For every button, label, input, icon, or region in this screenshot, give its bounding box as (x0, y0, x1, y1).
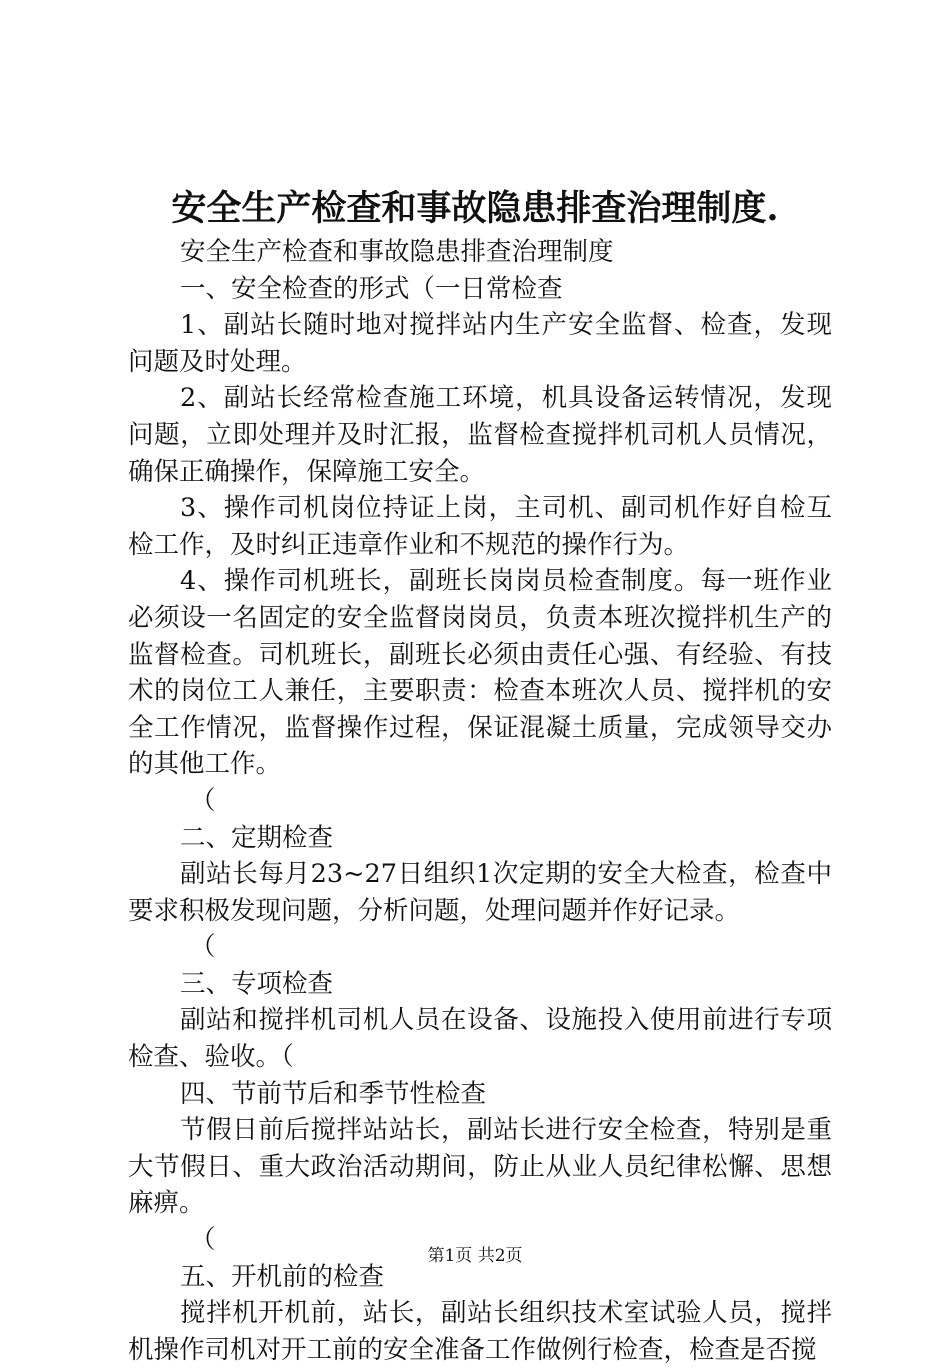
section-heading-3: 三、专项检查 (180, 968, 334, 999)
paragraph-heading: 安全生产检查和事故隐患排查治理制度 (180, 237, 614, 267)
document-body (128, 234, 832, 1368)
paragraph-1: 1、副站长随时地对搅拌站内生产安全监督、检查，发现问题及时处理。 (128, 310, 832, 377)
section-heading-1: 一、安全检查的形式（一日常检查 (180, 273, 563, 304)
section-heading-4: 四、节前节后和季节性检查 (180, 1078, 487, 1109)
bracket-line: （ (190, 1225, 216, 1256)
paragraph-6: 副站和搅拌机司机人员在设备、设施投入使用前进行专项检查、验收。（ (128, 1005, 832, 1073)
paragraph-7: 节假日前后搅拌站站长，副站长进行安全检查，特别是重大节假日、重大政治活动期间，防止从业人员纪律松懈、思想麻痹。 (128, 1115, 832, 1219)
section-heading-2: 二、定期检查 (180, 822, 334, 853)
paragraph-4: 4、操作司机班长，副班长岗岗员检查制度。每一班作业必须设一名固定的安全监督岗岗员，负责本班次搅拌机生产的监督检查。司机班长，副班长必须由责任心强、有经验、有技术的岗位工人兼任，主要职责：检查本班次人员、搅拌机的安全工作情况，监督操作过程，保证混凝土质量，完成领导交办的其他工作。 (128, 566, 832, 780)
document-title: 安全生产检查和事故隐患排查治理制度. (171, 188, 779, 229)
bracket-line: （ (190, 785, 216, 816)
section-heading-5: 五、开机前的检查 (180, 1261, 385, 1292)
paragraph-3: 3、操作司机岗位持证上岗，主司机、副司机作好自检互检工作，及时纠正违章作业和不规范的操作行为。 (128, 493, 832, 560)
paragraph-2: 2、副站长经常检查施工环境，机具设备运转情况，发现问题，立即处理并及时汇报，监督检查搅拌机司机人员情况，确保正确操作，保障施工安全。 (128, 383, 832, 487)
paragraph-8: 搅拌机开机前，站长，副站长组织技术室试验人员，搅拌机操作司机对开工前的安全准备工作做例行检查，检查是否搅 (128, 1298, 832, 1365)
paragraph-5: 副站长每月23~27日组织1次定期的安全大检查，检查中要求积极发现问题，分析问题，处理问题并作好记录。 (128, 859, 832, 926)
bracket-line: （ (190, 932, 216, 963)
page-footer: 第1页 共2页 (427, 1246, 523, 1266)
